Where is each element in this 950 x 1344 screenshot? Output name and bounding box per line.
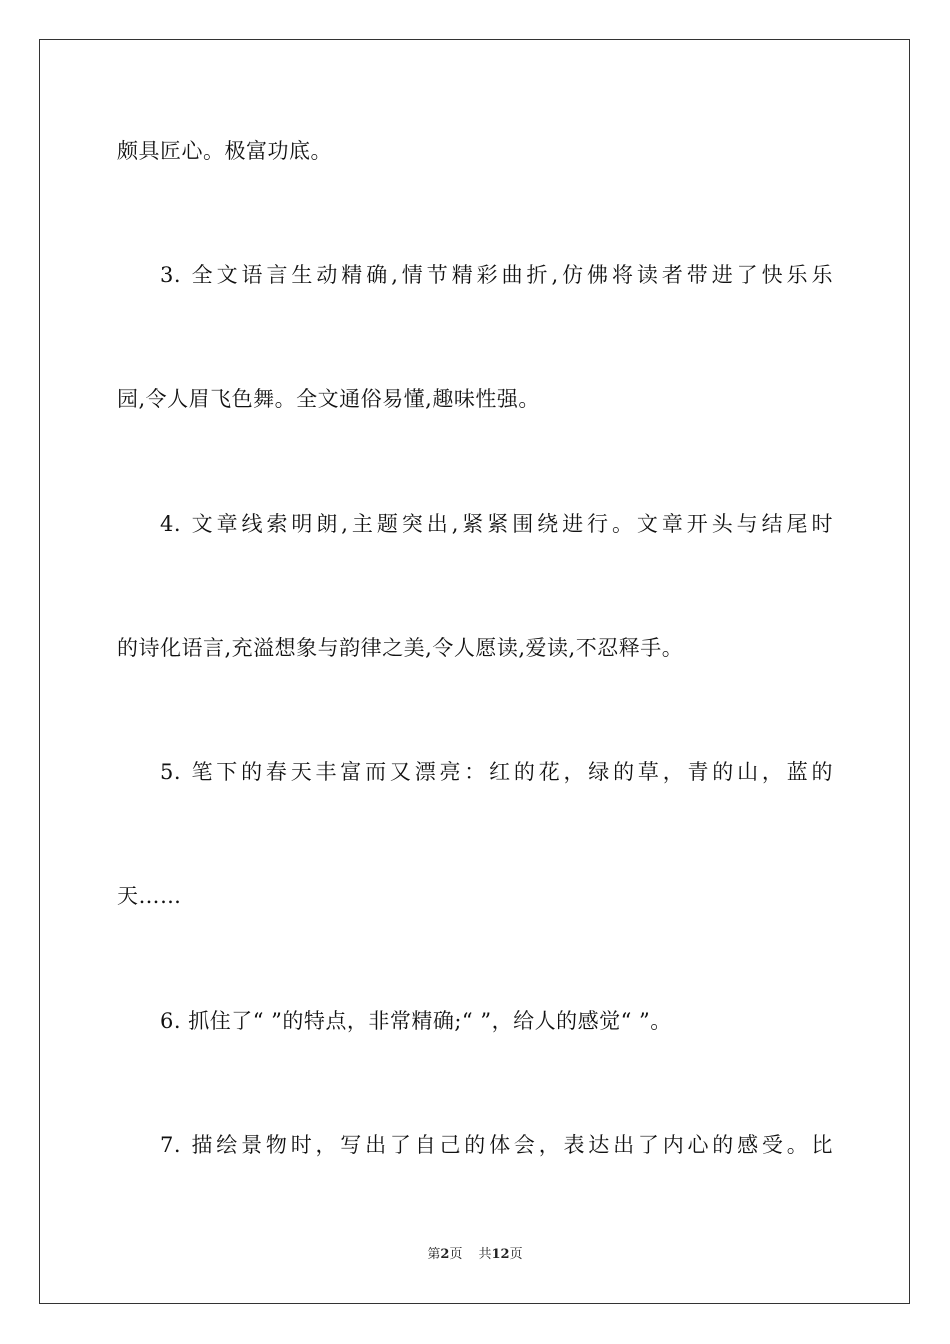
paragraph-line: 颇具匠心。极富功底。 [117,139,332,163]
page-prefix: 第 [427,1247,441,1262]
total-pages: 12 [491,1247,510,1262]
paragraph-line-item-5: 5. 笔下的春天丰富而又漂亮：红的花，绿的草，青的山，蓝的 [160,760,833,784]
paragraph-line-item-3: 3. 全文语言生动精确,情节精彩曲折,仿佛将读者带进了快乐乐 [160,263,833,287]
paragraph-line: 的诗化语言,充溢想象与韵律之美,令人愿读,爱读,不忍释手。 [117,636,684,660]
paragraph-line: 天…… [117,884,182,908]
paragraph-line: 园,令人眉飞色舞。全文通俗易懂,趣味性强。 [117,387,540,411]
total-prefix: 共 [478,1247,492,1262]
page-suffix: 页 [449,1247,463,1262]
paragraph-line-item-7: 7. 描绘景物时，写出了自己的体会，表达出了内心的感受。比 [160,1133,833,1157]
page-number: 2 [440,1247,450,1262]
total-suffix: 页 [509,1247,523,1262]
page-border [39,39,910,1304]
paragraph-line-item-6: 6. 抓住了“ ”的特点，非常精确;“ ”，给人的感觉“ ”。 [160,1009,672,1033]
page-footer [0,1246,950,1264]
paragraph-line-item-4: 4. 文章线索明朗,主题突出,紧紧围绕进行。文章开头与结尾时 [160,512,833,536]
